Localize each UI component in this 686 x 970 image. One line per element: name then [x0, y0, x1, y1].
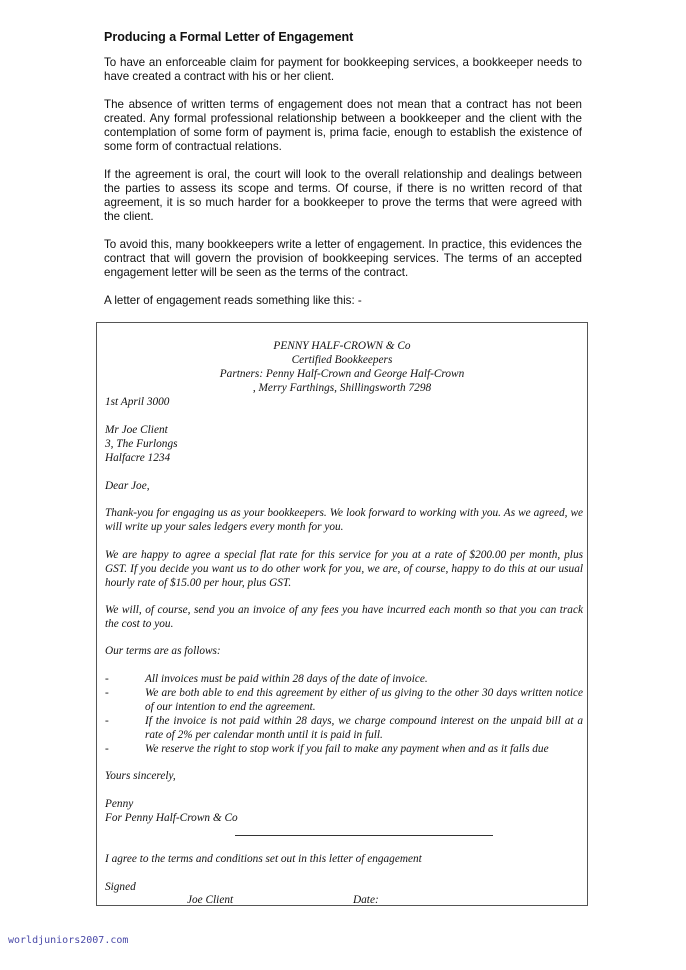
letter-example-box — [96, 322, 588, 906]
term-text: All invoices must be paid within 28 days of the date of invoice. — [145, 673, 428, 685]
letterhead-address: , Merry Farthings, Shillingsworth 7298 — [252, 382, 432, 394]
client-name: Joe Client — [187, 894, 234, 906]
recipient-street: 3, The Furlongs — [105, 438, 178, 450]
watermark: worldjuniors2007.com — [8, 935, 129, 946]
date-label: Date: — [353, 894, 379, 906]
body-paragraph-1: Thank-you for engaging us as your bookkeepers. We look forward to working with you. As we agreed, we will write up your sales ledgers every month for you. — [105, 507, 583, 533]
recipient-name: Mr Joe Client — [105, 424, 168, 436]
bullet-dash: - — [105, 687, 109, 699]
signed-label: Signed — [105, 881, 136, 893]
bullet-dash: - — [105, 715, 109, 727]
bullet-dash: - — [105, 743, 109, 755]
document-title: Producing a Formal Letter of Engagement — [104, 30, 354, 44]
recipient-town: Halfacre 1234 — [105, 452, 171, 464]
term-text: We are both able to end this agreement by either of us giving to the other 30 days written notice of our intention to end the agreement. — [145, 687, 583, 713]
body-paragraph-3: We will, of course, send you an invoice of any fees you have incurred each month so that you can track the cost to you. — [105, 604, 583, 630]
intro-paragraph-4: To avoid this, many bookkeepers write a letter of engagement. In practice, this evidences the contract that will govern the provision of bookkeeping services. The terms of an accepted engagement letter will be seen as the terms of the contract. — [104, 238, 582, 279]
bullet-dash: - — [105, 673, 109, 685]
letterhead-subtitle: Certified Bookkeepers — [291, 354, 393, 366]
term-text: We reserve the right to stop work if you fail to make any payment when and as it falls due — [145, 743, 549, 755]
intro-section — [104, 30, 582, 322]
letterhead-firm-name: PENNY HALF-CROWN & Co — [273, 340, 411, 352]
intro-paragraph-5: A letter of engagement reads something like this: - — [104, 294, 362, 307]
letter-date: 1st April 3000 — [105, 396, 170, 408]
body-paragraph-2: We are happy to agree a special flat rate for this service for you at a rate of $200.00 per month, plus GST. If you decide you want us to do other work for you, we are, of course, happy to do this at our usual hourly rate of $15.00 per hour, plus GST. — [105, 549, 583, 589]
intro-paragraph-1: To have an enforceable claim for payment for bookkeeping services, a bookkeeper needs to have created a contract with his or her client. — [104, 56, 582, 83]
intro-paragraph-2: The absence of written terms of engagement does not mean that a contract has not been created. Any formal professional relationship between a bookkeeper and the client with the contemplation of some form of payment is, prima facie, enough to establish the existence of some form of contractual relations. — [104, 98, 582, 153]
intro-paragraph-3: If the agreement is oral, the court will look to the overall relationship and dealings between the parties to assess its scope and terms. Of course, if there is no written record of that agreement, it is so much harder for a bookkeeper to prove the terms that were agreed with the client. — [104, 168, 582, 223]
salutation: Dear Joe, — [105, 480, 150, 492]
term-text: If the invoice is not paid within 28 days, we charge compound interest on the unpaid bill at a rate of 2% per calendar month until it is paid in full. — [145, 715, 583, 741]
letterhead-partners: Partners: Penny Half-Crown and George Half-Crown — [219, 368, 465, 380]
signer-name: Penny — [105, 798, 134, 810]
agreement-statement: I agree to the terms and conditions set out in this letter of engagement — [105, 853, 422, 865]
signature-line — [235, 835, 493, 836]
closing: Yours sincerely, — [105, 770, 176, 782]
signer-firm: For Penny Half-Crown & Co — [105, 812, 238, 824]
terms-intro: Our terms are as follows: — [105, 645, 221, 657]
